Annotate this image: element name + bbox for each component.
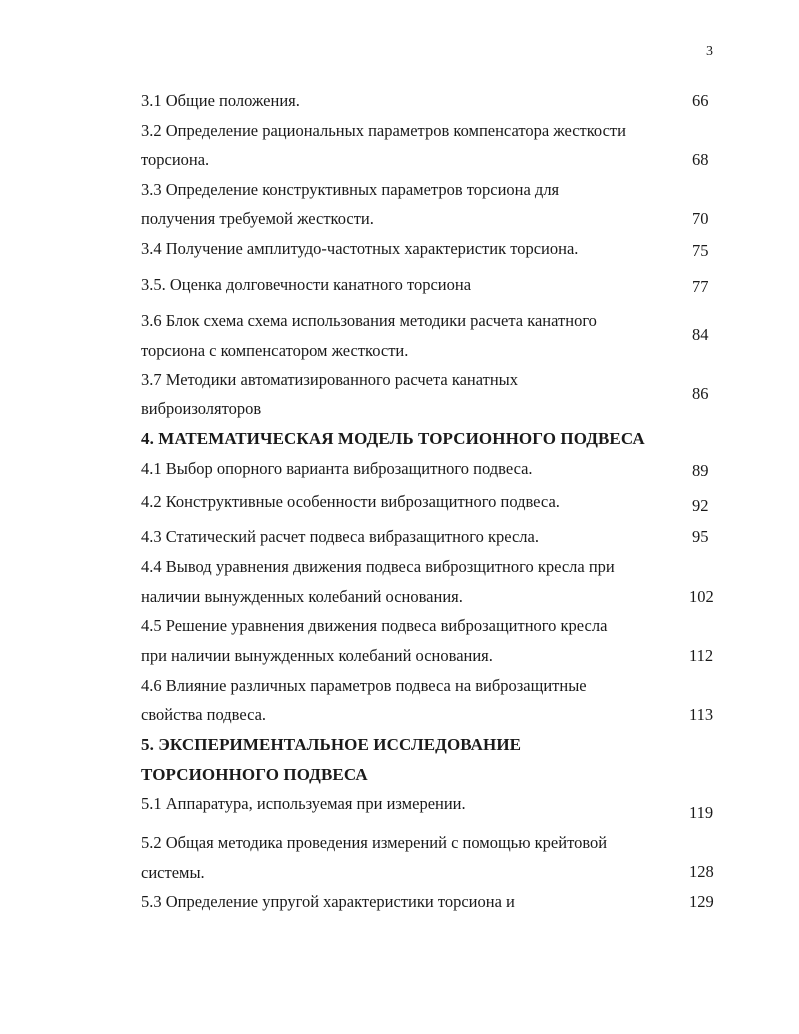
toc-entry-4-6-cont: свойства подвеса. [141, 705, 267, 724]
toc-entry-3-3-cont: получения требуемой жесткости. [141, 209, 374, 228]
toc-entry-4-4-cont: наличии вынужденных колебаний основания. [141, 587, 463, 606]
page-number: 3 [706, 44, 713, 59]
toc-entry-3-2-cont: торсиона. [141, 150, 210, 169]
toc-page-5-1: 119 [689, 803, 714, 822]
toc-entry-5-1: 5.1 Аппаратура, используемая при измерении. [141, 794, 466, 813]
toc-page-3-7: 86 [692, 384, 709, 403]
toc-entry-3-6-cont: торсиона с компенсатором жесткости. [141, 341, 409, 360]
toc-entry-3-6: 3.6 Блок схема схема использования методики расчета канатного [141, 311, 597, 330]
toc-entry-5-3: 5.3 Определение упругой характеристики торсиона и [141, 892, 515, 911]
toc-page-4-5: 112 [689, 646, 714, 665]
toc-entry-3-4: 3.4 Получение амплитудо-частотных характеристик торсиона. [141, 239, 579, 258]
toc-entry-5-2-cont: системы. [141, 863, 205, 882]
toc-page-4-1: 89 [692, 461, 709, 480]
toc-page-5-3: 129 [689, 892, 714, 911]
toc-heading-5: 5. ЭКСПЕРИМЕНТАЛЬНОЕ ИССЛЕДОВАНИЕ [141, 735, 522, 754]
toc-entry-3-1: 3.1 Общие положения. [141, 91, 300, 110]
toc-heading-5-cont: ТОРСИОННОГО ПОДВЕСА [141, 765, 368, 784]
toc-entry-3-7: 3.7 Методики автоматизированного расчета канатных [141, 370, 519, 389]
toc-entry-5-2: 5.2 Общая методика проведения измерений с помощью крейтовой [141, 833, 608, 852]
toc-entry-4-5-cont: при наличии вынужденных колебаний основания. [141, 646, 493, 665]
toc-entry-3-3: 3.3 Определение конструктивных параметров торсиона для [141, 180, 560, 199]
toc-page-3-2: 68 [692, 150, 709, 169]
toc-page-3-5: 77 [692, 277, 709, 296]
toc-entry-3-5: 3.5. Оценка долговечности канатного торсиона [141, 275, 472, 294]
toc-entry-4-2: 4.2 Конструктивные особенности виброзащитного подвеса. [141, 492, 560, 511]
toc-heading-4: 4. МАТЕМАТИЧЕСКАЯ МОДЕЛЬ ТОРСИОННОГО ПОДВЕСА [141, 429, 645, 448]
toc-page-3-1: 66 [692, 91, 709, 110]
toc-page-5-2: 128 [689, 862, 714, 881]
toc-entry-4-1: 4.1 Выбор опорного варианта виброзащитного подвеса. [141, 459, 533, 478]
toc-page-3-6: 84 [692, 325, 709, 344]
toc-entry-4-4: 4.4 Вывод уравнения движения подвеса виброзщитного кресла при [141, 557, 615, 576]
toc-page-4-4: 102 [689, 587, 714, 606]
toc-entry-4-3: 4.3 Статический расчет подвеса вибразащитного кресла. [141, 527, 539, 546]
toc-page-4-3: 95 [692, 527, 709, 546]
toc-page-3-4: 75 [692, 241, 709, 260]
toc-page-3-3: 70 [692, 209, 709, 228]
toc-entry-3-2: 3.2 Определение рациональных параметров компенсатора жесткости [141, 121, 626, 140]
toc-entry-4-5: 4.5 Решение уравнения движения подвеса виброзащитного кресла [141, 616, 608, 635]
toc-page-4-2: 92 [692, 496, 709, 515]
toc-entry-4-6: 4.6 Влияние различных параметров подвеса на виброзащитные [141, 676, 587, 695]
toc-page-4-6: 113 [689, 705, 714, 724]
toc-entry-3-7-cont: виброизоляторов [141, 399, 262, 418]
